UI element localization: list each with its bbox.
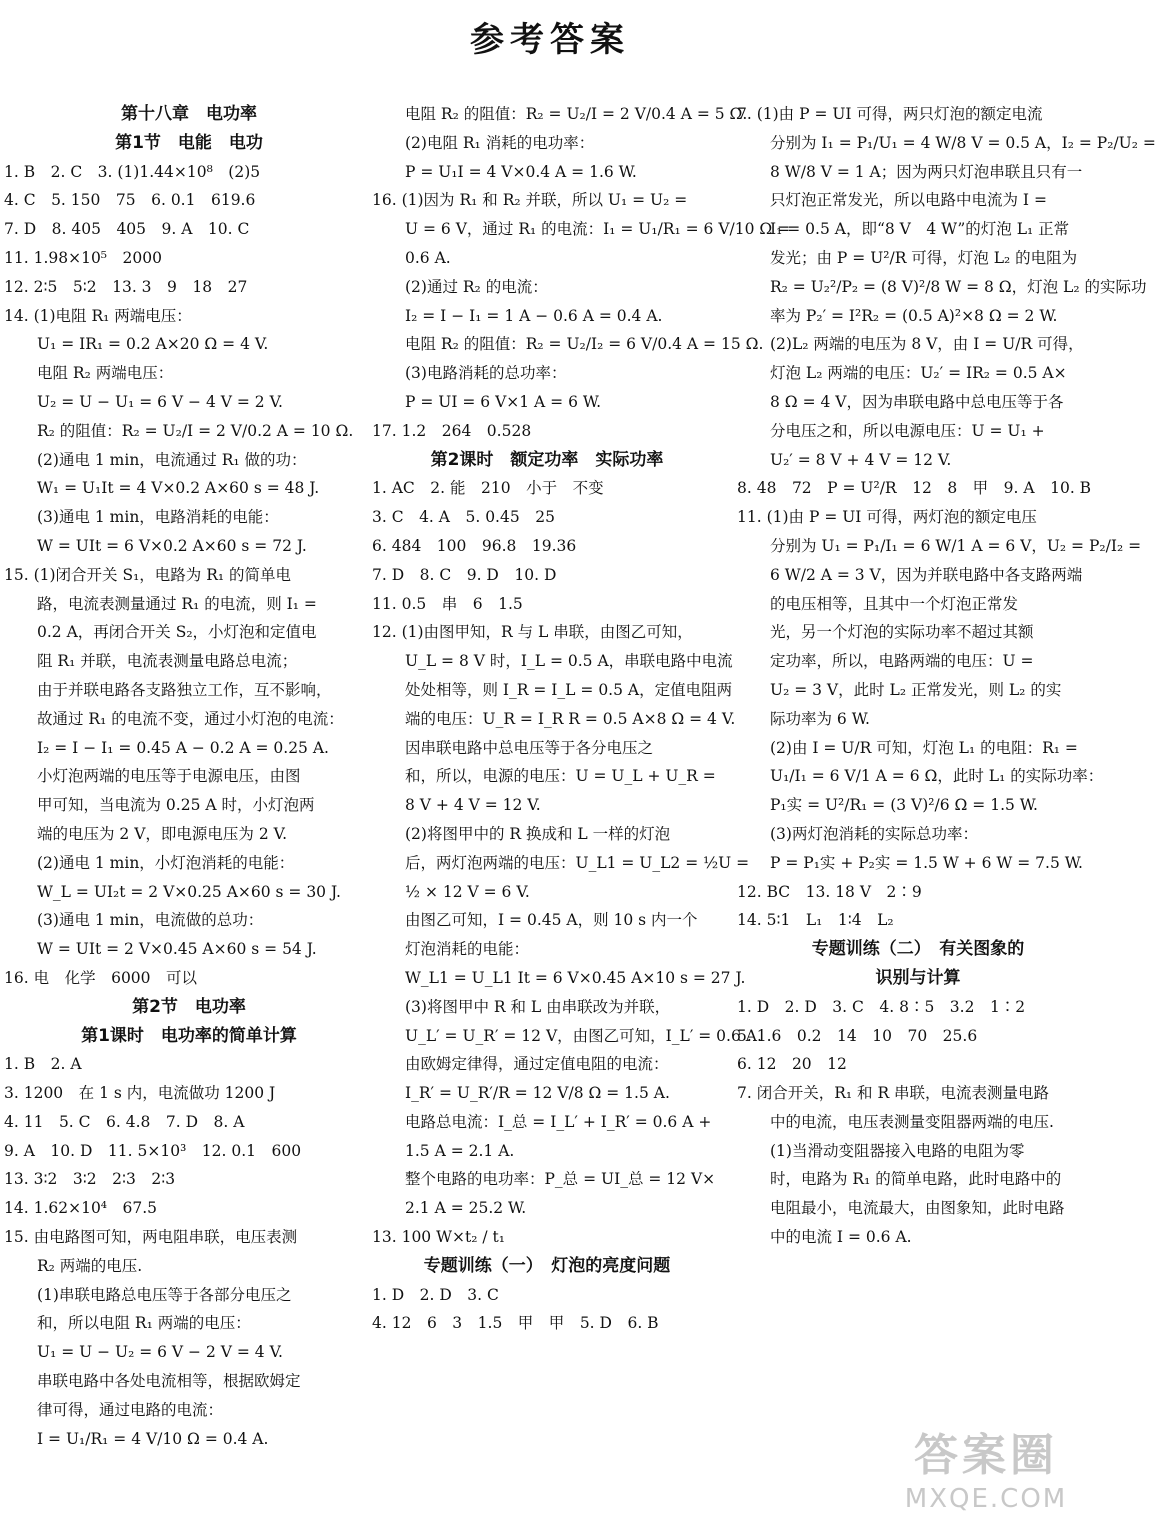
answer-line: (1)串联电路总电压等于各部分电压之 (37, 1285, 292, 1304)
answer-line: 由于并联电路各支路独立工作，互不影响， (37, 680, 332, 699)
answer-line: (3)通电 1 min，电路消耗的电能： (37, 508, 279, 527)
answer-line: 7. 闭合开关，R₁ 和 R 串联，电流表测量电路 (737, 1084, 1050, 1103)
title-wrap (0, 12, 1100, 61)
answer-line: 发光；由 P = U²/R 可得，灯泡 L₂ 的电阻为 (770, 248, 1078, 267)
answer-line: 分电压之和，所以电源电压：U = U₁ + (770, 421, 1045, 440)
answer-line: 电阻 R₂ 两端电压： (37, 364, 174, 383)
answer-line: (2)L₂ 两端的电压为 8 V，由 I = U/R 可得， (770, 335, 1084, 354)
section-heading: 第1课时 电功率的简单计算 (81, 1025, 297, 1046)
answer-line: 15. (1)闭合开关 S₁，电路为 R₁ 的简单电 (4, 565, 292, 584)
answer-line: 13. 100 W×t₂ / t₁ (372, 1228, 505, 1247)
answer-line: 分别为 U₁ = P₁/I₁ = 6 W/1 A = 6 V，U₂ = P₂/I₂ = (770, 536, 1142, 555)
answer-line: I₂ = I − I₁ = 0.45 A − 0.2 A = 0.25 A. (37, 738, 329, 757)
answer-line: 11. 1.98×10⁵ 2000 (4, 248, 162, 267)
answer-line: (2)通电 1 min，小灯泡消耗的电能： (37, 853, 295, 872)
answer-line: (2)将图甲中的 R 换成和 L 一样的灯泡 (405, 824, 671, 843)
answer-line: 后，两灯泡两端的电压：U_L1 = U_L2 = ½U = (405, 853, 750, 872)
answer-line: (3)将图甲中 R 和 L 由串联改为并联， (405, 997, 671, 1016)
answer-line: 只灯泡正常发光，所以电路中电流为 I = (770, 191, 1047, 210)
answer-line: 1. D 2. D 3. C 4. 8∶5 3.2 1∶2 (737, 997, 1026, 1016)
watermark-top-text: 答案圈 (914, 1430, 1058, 1481)
answer-line: 13. 3∶2 3∶2 2∶3 2∶3 (4, 1170, 176, 1189)
answer-line: 15. 由电路图可知，两电阻串联，电压表测 (4, 1228, 298, 1247)
answer-line: 律可得，通过电路的电流： (37, 1400, 224, 1419)
section-heading: 专题训练（一） 灯泡的亮度问题 (423, 1255, 671, 1276)
answer-line: 中的电流，电压表测量变阻器两端的电压. (770, 1112, 1054, 1131)
answer-line: 5. 1.6 0.2 14 10 70 25.6 (737, 1026, 978, 1045)
answer-line: 的电压相等，且其中一个灯泡正常发 (770, 594, 1019, 613)
answer-line: 1.5 A = 2.1 A. (405, 1141, 515, 1160)
answer-line: 0.6 A. (405, 248, 451, 267)
answer-line: P = UI = 6 V×1 A = 6 W. (405, 392, 602, 411)
answer-line: 4. 12 6 3 1.5 甲 甲 5. D 6. B (372, 1314, 659, 1333)
answer-line: (3)两灯泡消耗的实际总功率： (770, 824, 978, 843)
answer-line: 和，所以，电源的电压：U = U_L + U_R = (405, 767, 716, 786)
answer-line: 由图乙可知，I = 0.45 A，则 10 s 内一个 (405, 911, 698, 930)
answer-line: U = 6 V，通过 R₁ 的电流：I₁ = U₁/R₁ = 6 V/10 Ω = (405, 220, 791, 239)
section-heading: 第2课时 额定功率 实际功率 (430, 449, 664, 470)
answer-line: 中的电流 I = 0.6 A. (770, 1228, 912, 1247)
answer-line: U₂ = 3 V，此时 L₂ 正常发光，则 L₂ 的实 (770, 680, 1062, 699)
answer-line: 串联电路中各处电流相等，根据欧姆定 (37, 1372, 301, 1391)
answer-line: 光，另一个灯泡的实际功率不超过其额 (770, 623, 1034, 642)
answer-line: 小灯泡两端的电压等于电源电压，由图 (37, 767, 301, 786)
answer-line: 12. 2∶5 5∶2 13. 3 9 18 27 (4, 277, 248, 296)
answer-line: U_L′ = U_R′ = 12 V，由图乙可知，I_L′ = 0.6 A. (405, 1026, 762, 1045)
section-heading: 第十八章 电功率 (121, 104, 257, 124)
section-heading: 专题训练（二） 有关图象的 (811, 939, 1025, 960)
answer-line: W = UIt = 6 V×0.2 A×60 s = 72 J. (37, 536, 307, 555)
answer-line: I_R′ = U_R′/R = 12 V/8 Ω = 1.5 A. (405, 1084, 670, 1103)
answer-line: 灯泡 L₂ 两端的电压：U₂′ = IR₂ = 0.5 A× (770, 364, 1067, 383)
answer-line: 6 W/2 A = 3 V，因为并联电路中各支路两端 (770, 565, 1083, 584)
answer-line: 电阻最小，电流最大，由图象知，此时电路 (770, 1199, 1065, 1218)
answer-line: 11. 0.5 串 6 1.5 (372, 594, 523, 613)
answer-line: 7. D 8. 405 405 9. A 10. C (4, 220, 250, 239)
answer-line: 6. 12 20 12 (737, 1055, 847, 1074)
answer-line: 8. 48 72 P = U²/R 12 8 甲 9. A 10. B (737, 479, 1092, 498)
answer-line: 处处相等，则 I_R = I_L = 0.5 A，定值电阻两 (405, 680, 733, 699)
answer-line: 故通过 R₁ 的电流不变，通过小灯泡的电流： (37, 709, 344, 728)
answer-line: W_L1 = U_L1 It = 6 V×0.45 A×10 s = 27 J. (405, 968, 746, 987)
answer-line: 7. D 8. C 9. D 10. D (372, 565, 557, 584)
answer-line: 定功率，所以，电路两端的电压：U = (770, 652, 1034, 671)
section-heading: 第1节 电能 电功 (115, 132, 263, 153)
answer-line: 因串联电路中总电压等于各分电压之 (405, 738, 654, 757)
answer-line: U₂′ = 8 V + 4 V = 12 V. (770, 450, 952, 469)
answer-line: P₁实 = U²/R₁ = (3 V)²/6 Ω = 1.5 W. (770, 796, 1038, 815)
answer-line: 7. (1)由 P = UI 可得，两只灯泡的额定电流 (737, 105, 1043, 123)
answer-line: U₁/I₁ = 6 V/1 A = 6 Ω，此时 L₁ 的实际功率： (770, 767, 1104, 786)
watermark-logo (886, 1428, 1086, 1528)
answer-line: 端的电压：U_R = I_R R = 0.5 A×8 Ω = 4 V. (405, 709, 736, 728)
answer-line: U₁ = U − U₂ = 6 V − 2 V = 4 V. (37, 1343, 283, 1362)
answer-column-3 (737, 100, 1156, 1252)
answer-line: 甲可知，当电流为 0.25 A 时，小灯泡两 (37, 796, 315, 815)
answer-line: 14. (1)电阻 R₁ 两端电压： (4, 306, 192, 325)
answer-line: (2)通电 1 min，电流通过 R₁ 做的功： (37, 450, 307, 469)
answer-line: U_L = 8 V 时，I_L = 0.5 A，串联电路中电流 (405, 652, 733, 671)
section-heading: 第2节 电功率 (132, 996, 246, 1017)
answer-line: 1. B 2. C 3. (1)1.44×10⁸ (2)5 (4, 162, 261, 181)
answer-line: 1. AC 2. 能 210 小于 不变 (372, 479, 604, 498)
answer-line: U₂ = U − U₁ = 6 V − 4 V = 2 V. (37, 392, 283, 411)
answer-line: (3)通电 1 min，电流做的总功： (37, 911, 264, 930)
answer-line: 率为 P₂′ = I²R₂ = (0.5 A)²×8 Ω = 2 W. (770, 306, 1058, 325)
answer-column-2 (372, 100, 791, 1338)
answer-line: 9. A 10. D 11. 5×10³ 12. 0.1 600 (4, 1141, 302, 1160)
answer-line: 4. 11 5. C 6. 4.8 7. D 8. A (4, 1112, 245, 1131)
answer-line: 2.1 A = 25.2 W. (405, 1199, 527, 1218)
answer-line: (1)当滑动变阻器接入电路的电阻为零 (770, 1141, 1025, 1160)
answer-line: 电阻 R₂ 的阻值：R₂ = U₂/I₂ = 6 V/0.4 A = 15 Ω. (405, 335, 764, 354)
answer-line: 8 W/8 V = 1 A；因为两只灯泡串联且只有一 (770, 162, 1083, 181)
answer-line: (3)电路消耗的总功率： (405, 364, 567, 383)
answer-line: W₁ = U₁It = 4 V×0.2 A×60 s = 48 J. (37, 479, 320, 498)
answer-line: 整个电路的电功率：P_总 = UI_总 = 12 V× (405, 1170, 716, 1189)
answer-line: R₂ = U₂²/P₂ = (8 V)²/8 W = 8 Ω，灯泡 L₂ 的实际功 (770, 277, 1147, 296)
answer-line: 17. 1.2 264 0.528 (372, 421, 532, 440)
answer-line: P = P₁实 + P₂实 = 1.5 W + 6 W = 7.5 W. (770, 853, 1083, 872)
answer-line: 分别为 I₁ = P₁/U₁ = 4 W/8 V = 0.5 A，I₂ = P₂/U₂ = (770, 133, 1156, 152)
watermark-bottom-text: MXQE.COM (904, 1484, 1068, 1514)
answer-line: W = UIt = 2 V×0.45 A×60 s = 54 J. (37, 940, 317, 959)
answer-line: 3. 1200 在 1 s 内，电流做功 1200 J (4, 1084, 276, 1103)
answer-line: 16. (1)因为 R₁ 和 R₂ 并联，所以 U₁ = U₂ = (372, 191, 688, 210)
answer-line: 端的电压为 2 V，即电源电压为 2 V. (37, 824, 288, 843)
answer-line: 电路总电流：I_总 = I_L′ + I_R′ = 0.6 A + (405, 1112, 712, 1131)
answer-line: ½ × 12 V = 6 V. (405, 882, 530, 901)
answer-line: 4. C 5. 150 75 6. 0.1 619.6 (4, 191, 256, 210)
answer-line: I₁ = 0.5 A，即“8 V 4 W”的灯泡 L₁ 正常 (770, 220, 1070, 239)
answer-line: P = U₁I = 4 V×0.4 A = 1.6 W. (405, 162, 637, 181)
answer-line: 由欧姆定律得，通过定值电阻的电流： (405, 1055, 669, 1074)
answer-line: (2)由 I = U/R 可知，灯泡 L₁ 的电阻：R₁ = (770, 738, 1078, 757)
answer-line: 电阻 R₂ 的阻值：R₂ = U₂/I = 2 V/0.4 A = 5 Ω. (405, 105, 748, 123)
answer-line: 6. 484 100 96.8 19.36 (372, 536, 577, 555)
answer-line: W_L = UI₂t = 2 V×0.25 A×60 s = 30 J. (37, 882, 341, 901)
answer-line: U₁ = IR₁ = 0.2 A×20 Ω = 4 V. (37, 335, 269, 354)
answer-line: (2)通过 R₂ 的电流： (405, 277, 548, 296)
answer-line: 14. 5∶1 L₁ 1∶4 L₂ (737, 911, 894, 930)
answer-line: 路，电流表测量通过 R₁ 的电流，则 I₁ = (37, 594, 317, 613)
answer-line: R₂ 两端的电压. (37, 1256, 143, 1275)
answer-line: 1. B 2. A (4, 1055, 82, 1074)
page-title: 参考答案 (470, 20, 630, 60)
answer-line: 际功率为 6 W. (770, 709, 870, 728)
answer-line: 时，电路为 R₁ 的简单电路，此时电路中的 (770, 1170, 1062, 1189)
answer-line: 和，所以电阻 R₁ 两端的电压： (37, 1314, 251, 1333)
answer-line: 0.2 A，再闭合开关 S₂，小灯泡和定值电 (37, 623, 317, 642)
answer-line: 3. C 4. A 5. 0.45 25 (372, 508, 555, 527)
answer-line: 16. 电 化学 6000 可以 (4, 968, 198, 987)
answer-column-1 (4, 100, 374, 1453)
answer-line: 12. (1)由图甲知，R 与 L 串联，由图乙可知， (372, 623, 693, 642)
answer-line: (2)电阻 R₁ 消耗的电功率： (405, 133, 595, 152)
answer-line: 8 Ω = 4 V，因为串联电路中总电压等于各 (770, 392, 1064, 411)
answer-line: 灯泡消耗的电能： (405, 940, 530, 959)
answer-line: 1. D 2. D 3. C (372, 1285, 499, 1304)
answer-line: I = U₁/R₁ = 4 V/10 Ω = 0.4 A. (37, 1429, 269, 1448)
answer-line: 11. (1)由 P = UI 可得，两灯泡的额定电压 (737, 508, 1037, 527)
answer-line: 阻 R₁ 并联，电流表测量电路总电流； (37, 652, 298, 671)
answer-line: 8 V + 4 V = 12 V. (405, 796, 541, 815)
section-heading: 识别与计算 (875, 967, 961, 988)
answer-line: R₂ 的阻值：R₂ = U₂/I = 2 V/0.2 A = 10 Ω. (37, 421, 354, 440)
answer-line: 12. BC 13. 18 V 2∶9 (737, 882, 922, 901)
answer-line: 14. 1.62×10⁴ 67.5 (4, 1199, 158, 1218)
answer-line: I₂ = I − I₁ = 1 A − 0.6 A = 0.4 A. (405, 306, 663, 325)
